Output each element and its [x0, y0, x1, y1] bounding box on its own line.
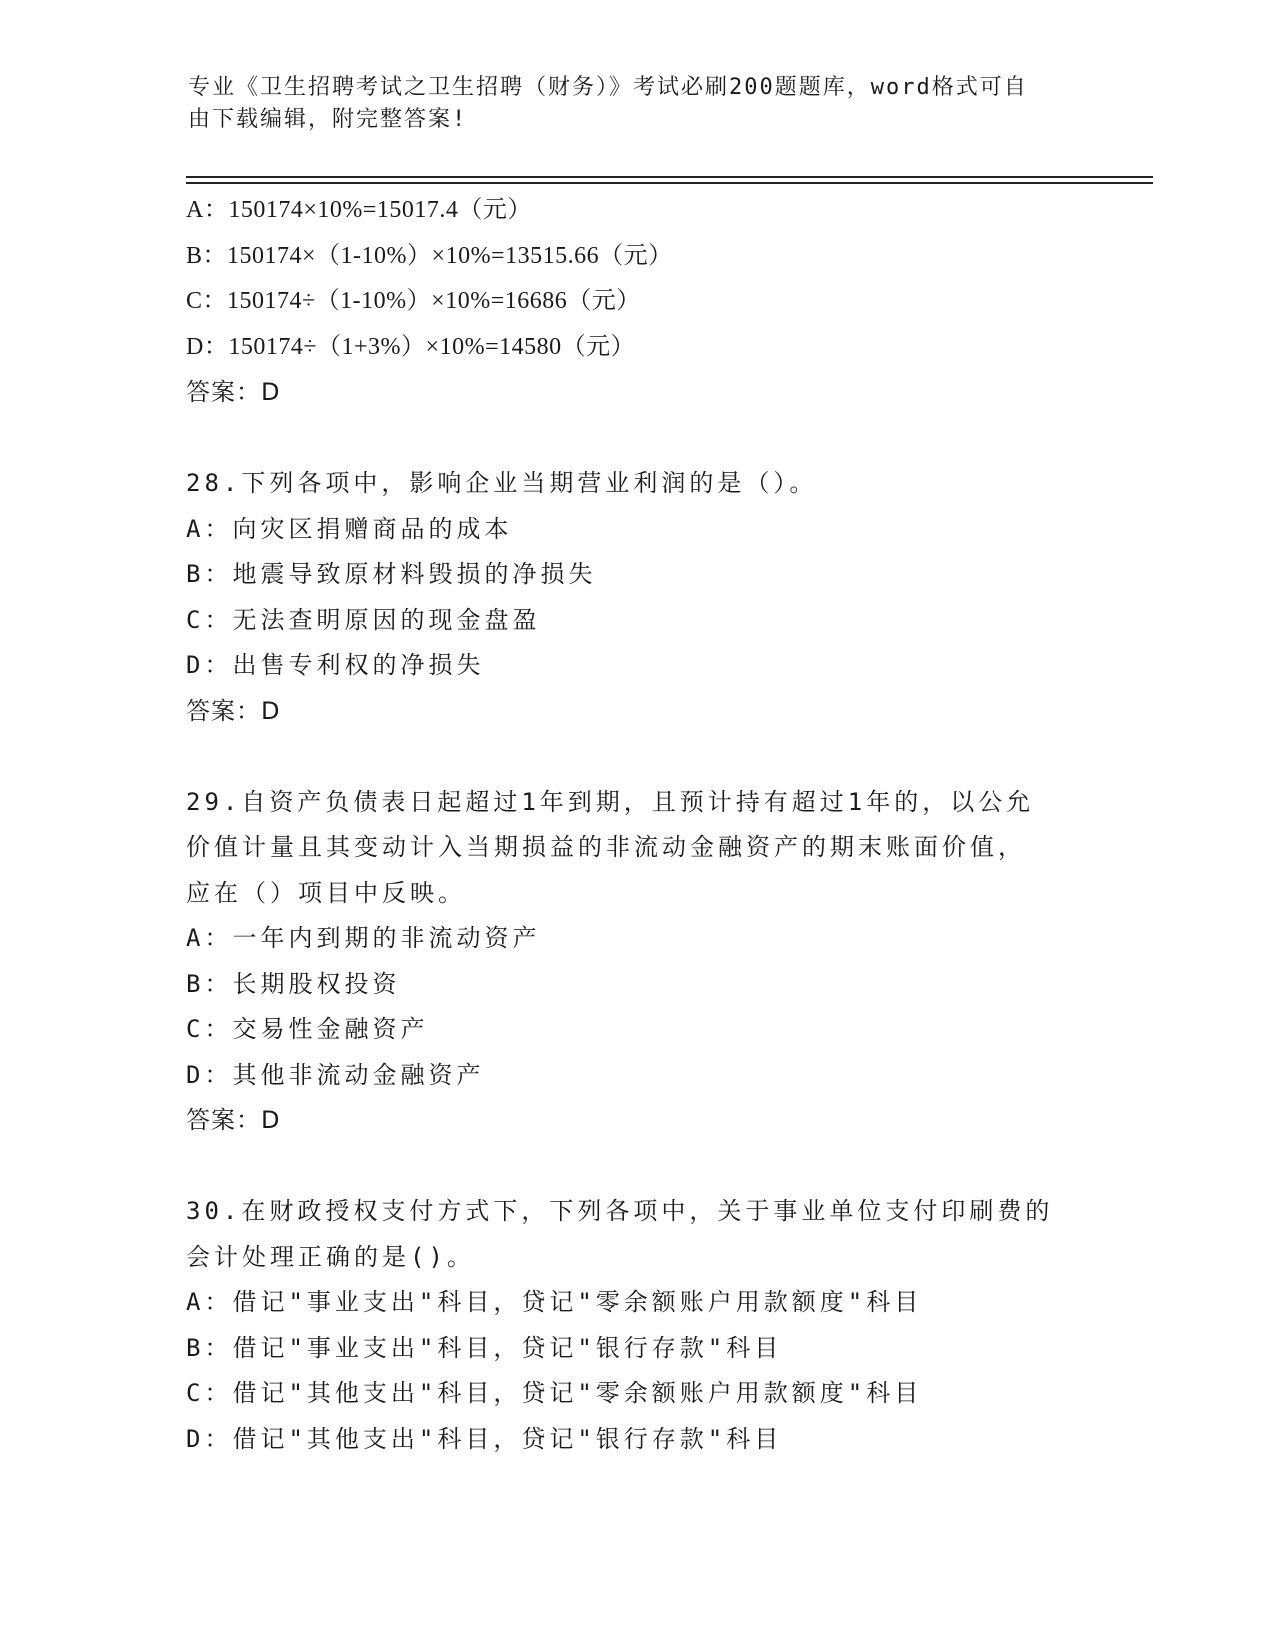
option-letter: B：	[186, 969, 233, 998]
header-line-2: 由下载编辑，附完整答案!	[188, 107, 468, 132]
option-b	[186, 1326, 1086, 1372]
option-c	[186, 598, 1086, 644]
question-stem: 价值计量且其变动计入当期损益的非流动金融资产的期末账面价值，	[186, 833, 1026, 861]
option-b	[186, 552, 1086, 598]
question-27-continued	[186, 188, 1086, 416]
question-stem: 29.自资产负债表日起超过1年到期，且预计持有超过1年的，以公允	[186, 787, 1035, 816]
option-letter: C：	[186, 605, 233, 634]
option-a	[186, 1280, 1086, 1326]
option-letter: D：	[186, 333, 229, 360]
option-text: 无法查明原因的现金盘盈	[232, 605, 541, 634]
header-line-1: 专业《卫生招聘考试之卫生招聘（财务）》考试必刷200题题库，word格式可自	[188, 75, 1028, 100]
option-text: 其他非流动金融资产	[232, 1060, 485, 1089]
option-c	[186, 1007, 1086, 1053]
option-text: 交易性金融资产	[232, 1015, 429, 1043]
option-c	[186, 279, 1086, 325]
option-b	[186, 234, 1086, 280]
question-stem: 应在（）项目中反映。	[186, 878, 466, 907]
question-stem: 28.下列各项中，影响企业当期营业利润的是（）。	[186, 469, 818, 497]
option-a	[186, 507, 1086, 553]
question-stem: 30.在财政授权支付方式下，下列各项中，关于事业单位支付印刷费的	[186, 1197, 1054, 1225]
question-stem: 会计处理正确的是()。	[186, 1242, 475, 1271]
spacer	[186, 734, 1086, 780]
option-text: 借记"其他支出"科目，贷记"银行存款"科目	[232, 1424, 783, 1453]
option-text: 借记"事业支出"科目，贷记"银行存款"科目	[232, 1333, 783, 1362]
option-letter: D：	[186, 1060, 233, 1089]
option-text: 地震导致原材料毁损的净损失	[232, 560, 597, 588]
option-text: 150174÷（1-10%）×10%=16686（元）	[227, 288, 641, 314]
option-b	[186, 962, 1086, 1008]
document-header	[188, 72, 1068, 136]
option-text: 150174×（1-10%）×10%=13515.66（元）	[227, 242, 673, 269]
option-d	[186, 1417, 1086, 1463]
option-letter: A：	[186, 197, 229, 223]
option-d	[186, 643, 1086, 689]
option-letter: D：	[186, 1424, 233, 1453]
question-list	[186, 188, 1086, 1462]
question-29	[186, 780, 1086, 1144]
option-letter: B：	[186, 242, 228, 269]
answer-line: 答案：D	[186, 378, 281, 406]
answer-line: 答案：D	[186, 696, 281, 725]
option-letter: C：	[186, 288, 228, 314]
option-letter: B：	[186, 1333, 233, 1362]
spacer	[186, 416, 1086, 462]
option-text: 借记"其他支出"科目，贷记"零余额账户用款额度"科目	[232, 1379, 923, 1407]
header-divider-top	[186, 176, 1153, 178]
option-letter: A：	[186, 924, 233, 952]
option-text: 一年内到期的非流动资产	[232, 924, 541, 952]
option-text: 出售专利权的净损失	[232, 651, 485, 679]
option-text: 向灾区捐赠商品的成本	[232, 514, 513, 543]
answer-line: 答案：D	[186, 1106, 281, 1134]
question-30	[186, 1189, 1086, 1462]
spacer	[186, 1144, 1086, 1190]
option-a	[186, 188, 1086, 234]
option-c	[186, 1371, 1086, 1417]
header-divider-bottom	[186, 182, 1153, 184]
option-letter: C：	[186, 1015, 233, 1043]
option-letter: D：	[186, 651, 233, 679]
option-letter: C：	[186, 1379, 233, 1407]
option-text: 150174÷（1+3%）×10%=14580（元）	[228, 333, 636, 360]
question-28	[186, 461, 1086, 734]
option-a	[186, 916, 1086, 962]
option-text: 150174×10%=15017.4（元）	[228, 197, 532, 223]
option-letter: A：	[186, 1288, 233, 1316]
option-d	[186, 325, 1086, 371]
option-text: 借记"事业支出"科目，贷记"零余额账户用款额度"科目	[232, 1288, 923, 1316]
option-letter: B：	[186, 560, 233, 588]
option-letter: A：	[186, 514, 233, 543]
option-text: 长期股权投资	[232, 969, 401, 998]
option-d	[186, 1053, 1086, 1099]
